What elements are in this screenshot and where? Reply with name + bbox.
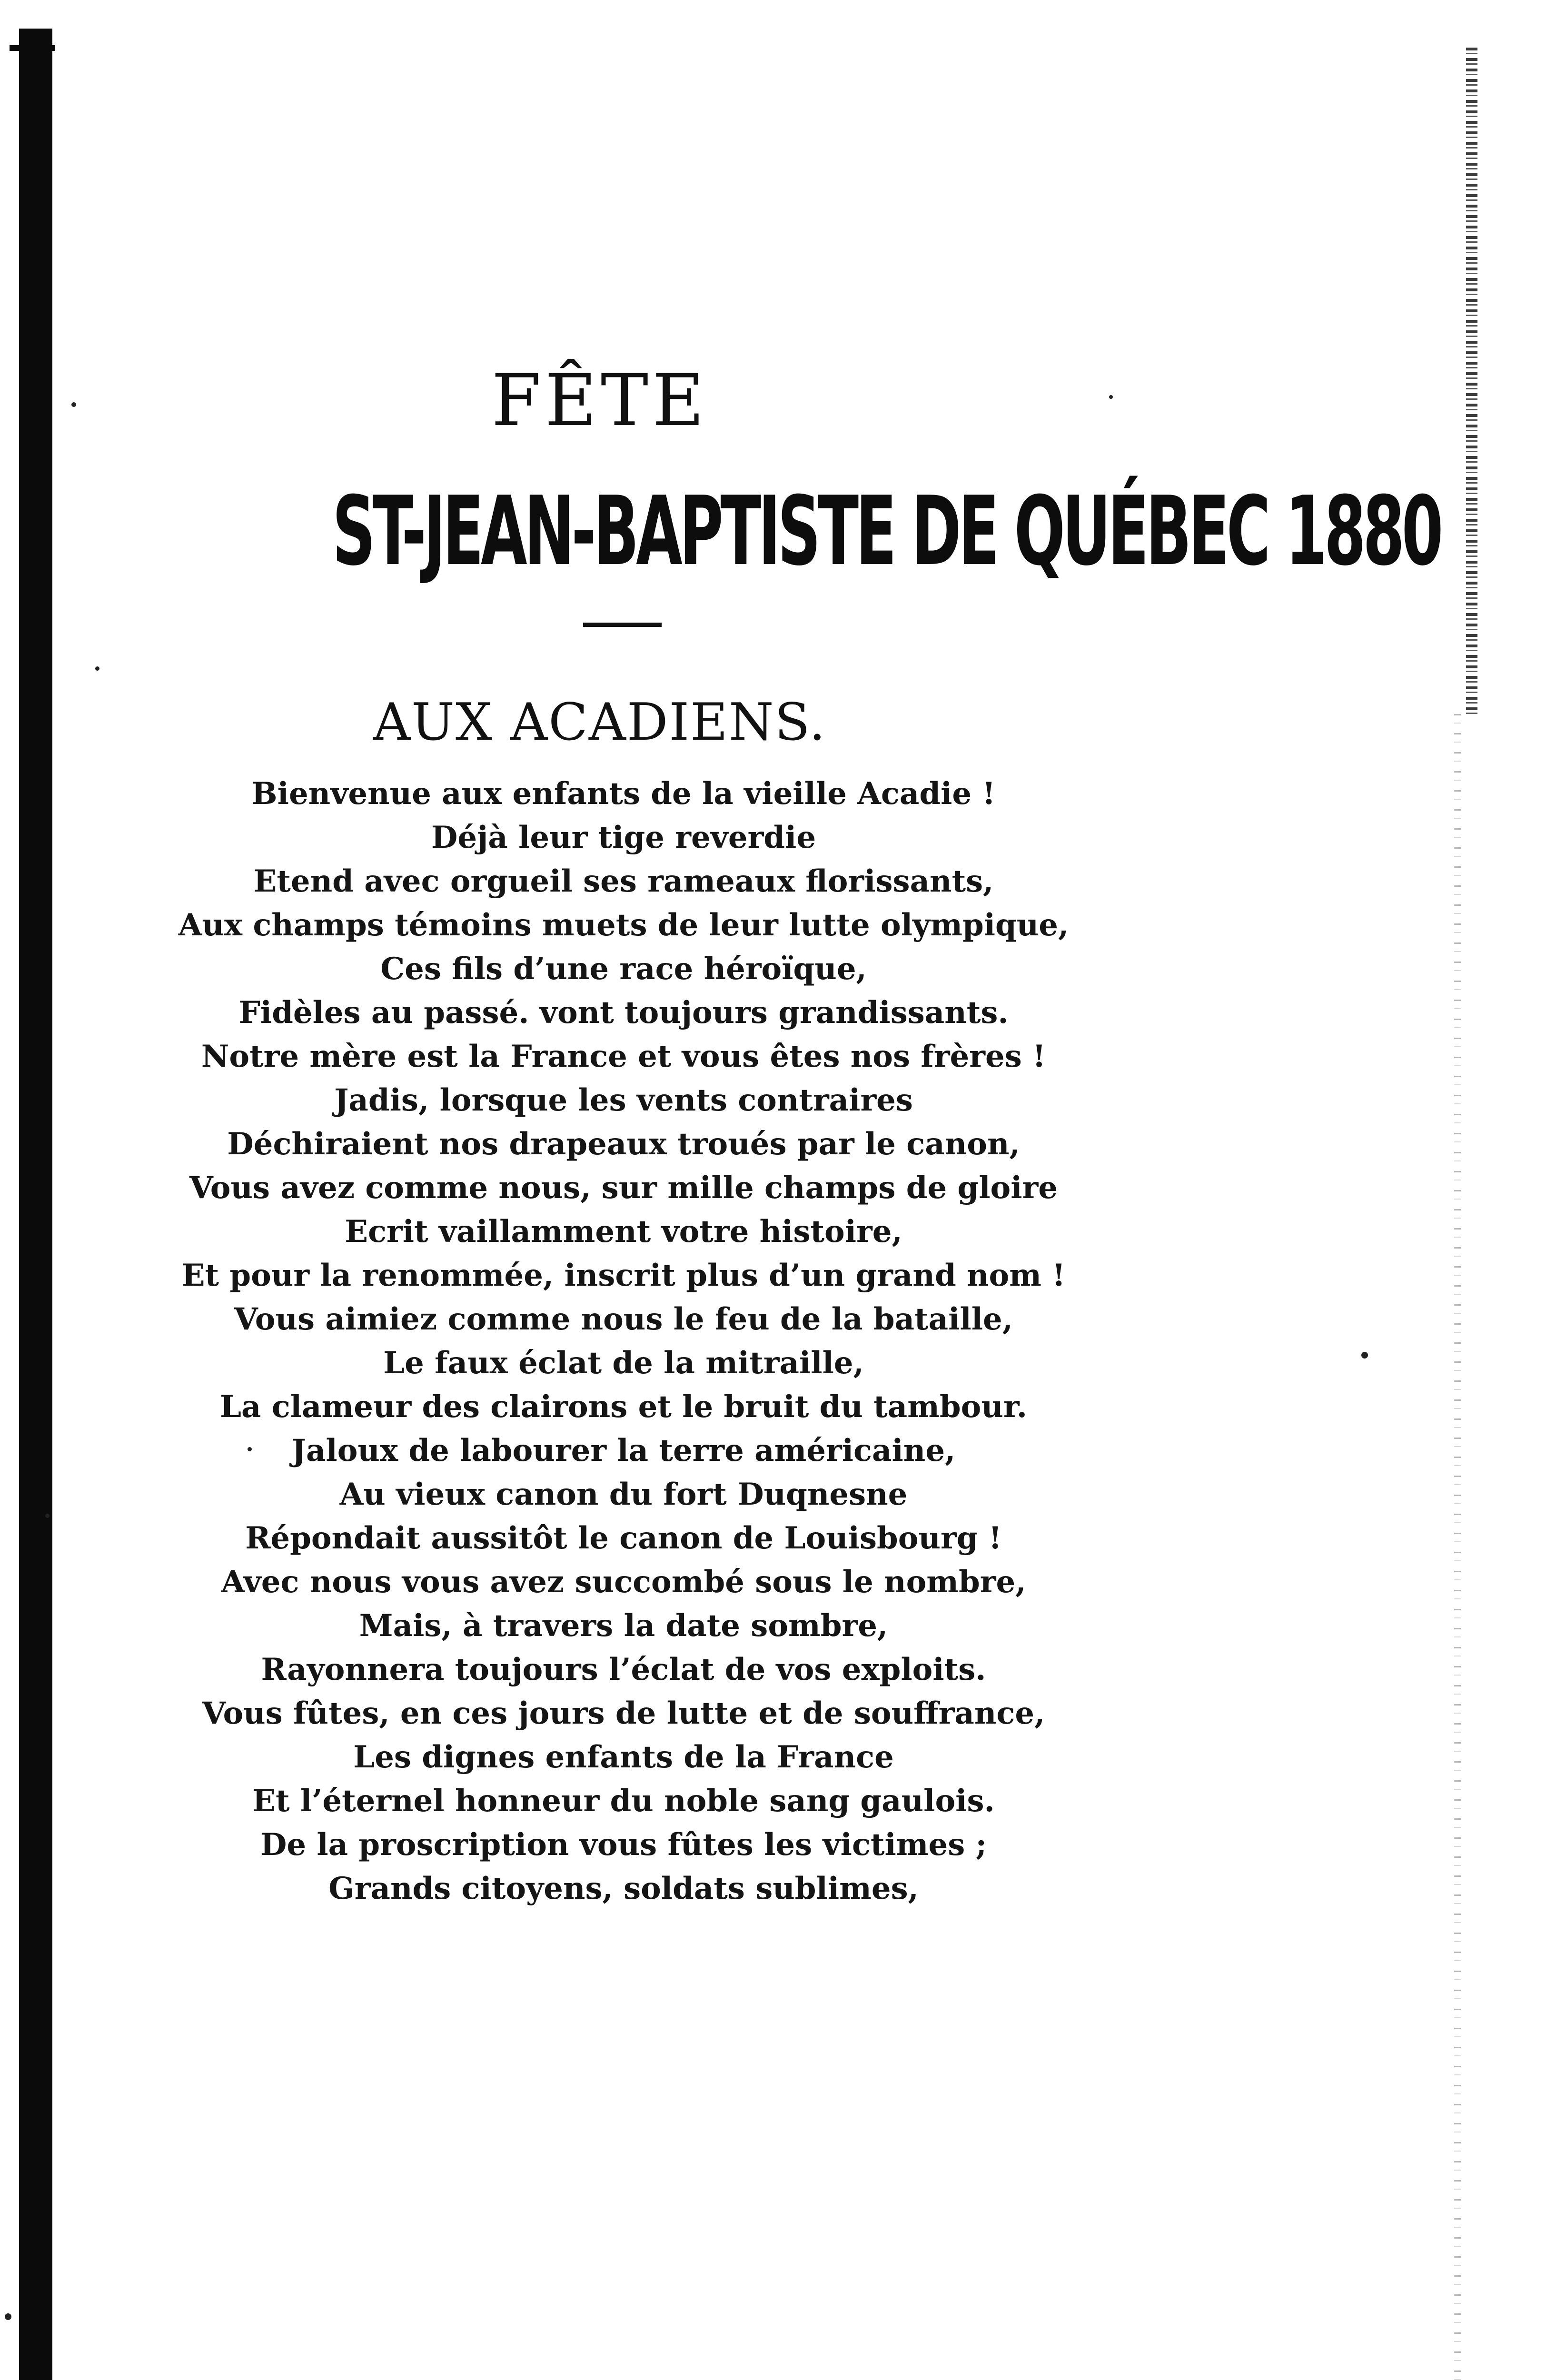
poem-line: Et pour la renommée, inscrit plus d’un grand nom ! [181, 1258, 1066, 1293]
poem-line: De la proscription vous fûtes les victimes ; [260, 1827, 987, 1863]
ink-speck [1361, 1352, 1368, 1359]
poem-line: Le faux éclat de la mitraille, [383, 1345, 864, 1381]
poem-line: Fidèles au passé. vont toujours grandissants. [238, 995, 1009, 1031]
poem-line: Rayonnera toujours l’éclat de vos exploits. [261, 1652, 986, 1687]
poem-line: Et l’éternel honneur du noble sang gaulois. [252, 1783, 995, 1819]
poem-line: Bienvenue aux enfants de la vieille Acadie ! [251, 776, 996, 812]
poem-line: Au vieux canon du fort Duqnesne [339, 1477, 908, 1512]
poem-line: Mais, à travers la date sombre, [359, 1608, 888, 1644]
poem-line: La clameur des clairons et le bruit du tambour. [220, 1389, 1027, 1425]
poem-line: Déchiraient nos drapeaux troués par le canon, [227, 1126, 1020, 1162]
page-edge-shadow [1466, 48, 1477, 714]
page-title: ST-JEAN-BAPTISTE DE QUÉBEC 1880 [332, 476, 1441, 587]
poem-line: Jaloux de labourer la terre américaine, [291, 1433, 956, 1468]
poem-line: Les dignes enfants de la France [353, 1739, 894, 1775]
page-heading: FÊTE [491, 359, 708, 442]
poem-line: Notre mère est la France et vous êtes nos frères ! [201, 1039, 1046, 1074]
poem-line: Répondait aussitôt le canon de Louisbourg ! [245, 1520, 1002, 1556]
title-rule [583, 623, 662, 627]
poem-line: Aux champs témoins muets de leur lutte olympique, [178, 907, 1069, 943]
poem-line: Jadis, lorsque les vents contraires [334, 1082, 913, 1118]
ink-speck [95, 666, 99, 671]
poem-line: Etend avec orgueil ses rameaux florissants, [253, 863, 994, 899]
poem-line: Vous aimiez comme nous le feu de la bataille, [234, 1301, 1013, 1337]
poem-line: Grands citoyens, soldats sublimes, [328, 1871, 919, 1906]
poem-line: Vous avez comme nous, sur mille champs de gloire [189, 1170, 1058, 1206]
poem-line: Déjà leur tige reverdie [431, 820, 816, 855]
ink-speck [5, 2313, 11, 2320]
poem-line: Vous fûtes, en ces jours de lutte et de souffrance, [202, 1696, 1045, 1731]
section-title: AUX ACADIENS. [373, 693, 826, 752]
page-edge-texture [1454, 714, 1461, 2380]
poem-line: Ecrit vaillamment votre histoire, [345, 1214, 902, 1250]
poem [152, 772, 1095, 1911]
ink-speck [45, 1514, 50, 1518]
poem-line: Avec nous vous avez succombé sous le nombre, [221, 1564, 1026, 1600]
poem-line: Ces fils d’une race héroïque, [380, 951, 867, 987]
